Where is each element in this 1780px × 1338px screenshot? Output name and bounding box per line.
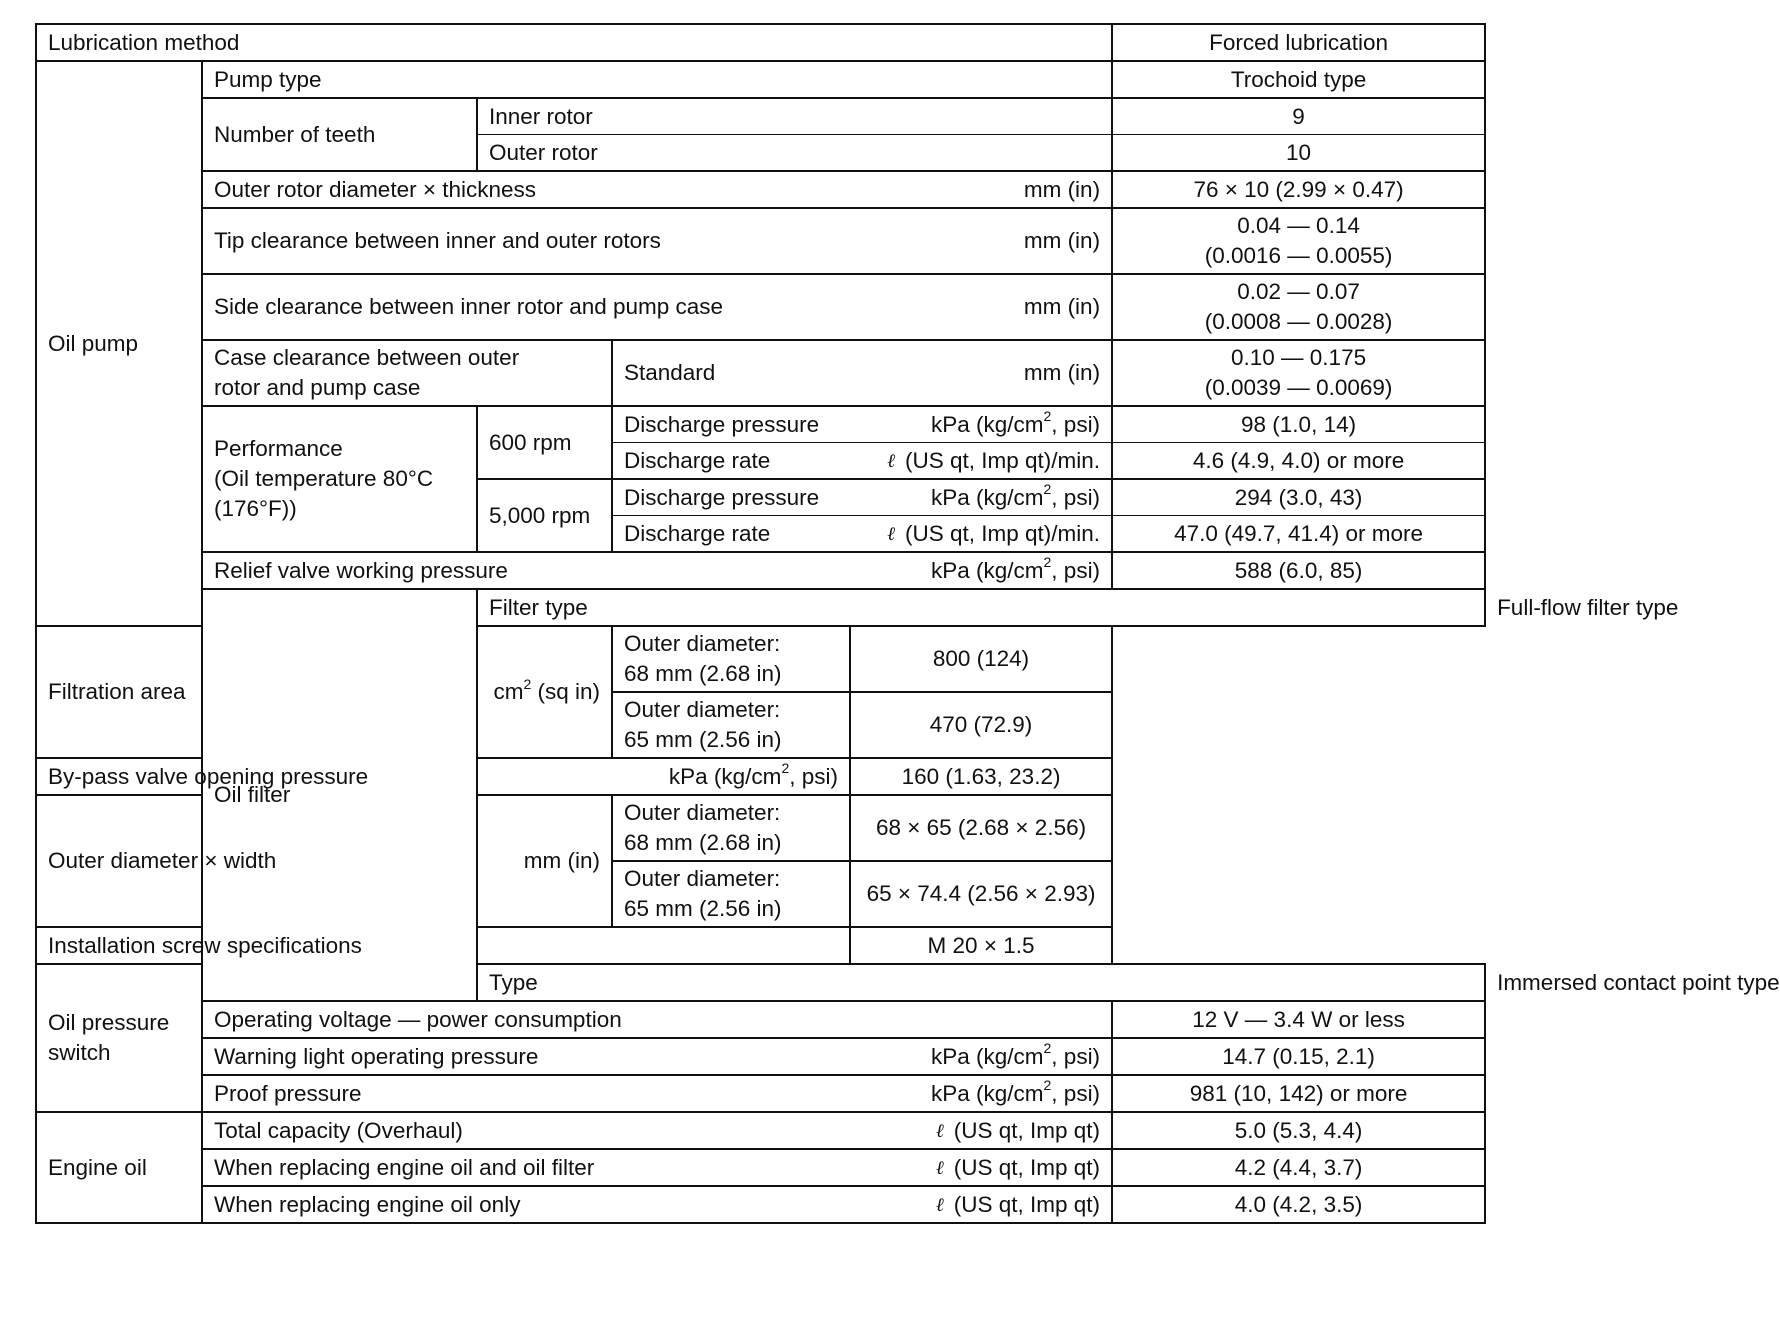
row-side-clearance — [36, 274, 1485, 340]
outer-rotor-dim-value: 76 × 10 (2.99 × 0.47) — [1112, 171, 1485, 208]
perf-600-rate-unit: ℓ (US qt, Imp qt)/min. — [887, 446, 1100, 476]
engine-oil-total-unit: ℓ (US qt, Imp qt) — [936, 1116, 1100, 1146]
installation-screw-label: Installation screw specifications — [36, 927, 850, 964]
case-clearance-unit: mm (in) — [1023, 360, 1101, 385]
case-clearance-value-mm: 0.10 — 0.175 — [1231, 345, 1367, 370]
outer-rotor-label: Outer rotor — [477, 135, 1112, 172]
liter-icon: ℓ — [935, 1193, 944, 1216]
liter-icon: ℓ — [887, 522, 896, 545]
row-pump-type — [36, 61, 1485, 98]
switch-type-label: Type — [477, 964, 1485, 1001]
performance-label-line2: (Oil temperature 80°C — [214, 466, 434, 491]
row-outer-rotor-dim — [36, 171, 1485, 208]
row-installation-screw — [36, 927, 1485, 964]
tip-clearance-label: Tip clearance between inner and outer rotors — [214, 228, 661, 253]
filtration-area-cond-68: Outer diameter: 68 mm (2.68 in) — [612, 626, 850, 692]
row-warning-light — [36, 1038, 1485, 1075]
filter-type-label: Filter type — [477, 589, 1485, 626]
bypass-valve-label: By-pass valve opening pressure — [48, 763, 369, 789]
perf-5000-pressure-label: Discharge pressure — [624, 484, 820, 510]
outer-dim-label: Outer diameter × width — [48, 848, 277, 873]
perf-5000-pressure-value: 294 (3.0, 43) — [1112, 479, 1485, 516]
case-clearance-standard: Standard — [624, 360, 716, 385]
outer-dim-unit: mm (in) — [523, 848, 600, 873]
proof-pressure-unit: kPa ($kg/cm^2$, psi) — [930, 1077, 1101, 1106]
relief-valve-value: 588 (6.0, 85) — [1112, 552, 1485, 589]
row-lubrication-method — [36, 24, 1485, 61]
proof-pressure-value: 981 (10, 142) or more — [1112, 1075, 1485, 1112]
tip-clearance-value-mm: 0.04 — 0.14 — [1237, 213, 1360, 238]
lubrication-method-label: Lubrication method — [36, 24, 1112, 61]
filtration-area-unit: $cm^2$ (sq in) — [493, 675, 600, 704]
row-engine-oil-total — [36, 1112, 1485, 1149]
operating-voltage-label: Operating voltage — power consumption — [202, 1001, 1112, 1038]
perf-5000-rate-value: 47.0 (49.7, 41.4) or more — [1112, 516, 1485, 553]
engine-oil-with-filter-label: When replacing engine oil and oil filter — [214, 1154, 595, 1180]
engine-oil-with-filter-value: 4.2 (4.4, 3.7) — [1112, 1149, 1485, 1186]
installation-screw-value: M 20 × 1.5 — [850, 927, 1112, 964]
perf-600-pressure-unit: kPa ($kg/cm^2$, psi) — [930, 408, 1101, 437]
inner-rotor-label: Inner rotor — [477, 98, 1112, 135]
outer-dim-value-68: 68 × 65 (2.68 × 2.56) — [850, 795, 1112, 861]
performance-label-line1: Performance — [214, 436, 343, 461]
perf-5000-pressure-unit: kPa ($kg/cm^2$, psi) — [930, 481, 1101, 510]
warning-light-unit: kPa ($kg/cm^2$, psi) — [930, 1040, 1101, 1069]
row-bypass-valve — [36, 758, 1485, 795]
performance-label — [202, 406, 477, 552]
lubrication-method-value: Forced lubrication — [1112, 24, 1485, 61]
outer-dim-cond-68: Outer diameter: 68 mm (2.68 in) — [612, 795, 850, 861]
perf-600-rate-value: 4.6 (4.9, 4.0) or more — [1112, 443, 1485, 480]
engine-oil-section-label: Engine oil — [36, 1112, 202, 1223]
side-clearance-label: Side clearance between inner rotor and pump case — [214, 294, 724, 319]
side-clearance-unit: mm (in) — [1023, 294, 1101, 319]
relief-valve-label: Relief valve working pressure — [214, 557, 508, 583]
engine-oil-with-filter-unit: ℓ (US qt, Imp qt) — [936, 1153, 1100, 1183]
tip-clearance-unit: mm (in) — [1023, 228, 1101, 253]
case-clearance-label-line2: rotor and pump case — [214, 375, 421, 400]
pump-type-label: Pump type — [202, 61, 1112, 98]
row-perf-600-pressure — [36, 406, 1485, 443]
liter-icon: ℓ — [887, 449, 896, 472]
case-clearance-value-in: (0.0039 — 0.0069) — [1204, 375, 1393, 400]
bypass-valve-unit: kPa ($kg/cm^2$, psi) — [668, 760, 838, 789]
warning-light-label: Warning light operating pressure — [214, 1043, 539, 1069]
case-clearance-label-line1: Case clearance between outer — [214, 345, 520, 370]
liter-icon: ℓ — [935, 1119, 944, 1142]
pressure-switch-section-label: Oil pressure switch — [36, 964, 202, 1112]
rpm-600-label: 600 rpm — [477, 406, 612, 479]
engine-oil-total-value: 5.0 (5.3, 4.4) — [1112, 1112, 1485, 1149]
proof-pressure-label: Proof pressure — [214, 1080, 362, 1106]
case-clearance-label — [202, 340, 612, 406]
engine-oil-only-label: When replacing engine oil only — [214, 1191, 521, 1217]
case-clearance-value — [1112, 340, 1485, 406]
row-engine-oil-with-filter — [36, 1149, 1485, 1186]
outer-rotor-dim-unit: mm (in) — [1023, 176, 1101, 202]
warning-light-value: 14.7 (0.15, 2.1) — [1112, 1038, 1485, 1075]
engine-oil-total-label: Total capacity (Overhaul) — [214, 1117, 463, 1143]
performance-label-line3: (176°F)) — [214, 496, 297, 521]
side-clearance-value-mm: 0.02 — 0.07 — [1237, 279, 1360, 304]
perf-5000-rate-label: Discharge rate — [624, 520, 771, 546]
row-filtration-area-68 — [36, 626, 1485, 692]
outer-dim-value-65: 65 × 74.4 (2.56 × 2.93) — [850, 861, 1112, 927]
oil-pump-section-label: Oil pump — [36, 61, 202, 626]
tip-clearance-value — [1112, 208, 1485, 274]
outer-rotor-value: 10 — [1112, 135, 1485, 172]
row-switch-type: Oil pressure switch Type Immersed contact point type — [36, 964, 1485, 1001]
tip-clearance-value-in: (0.0016 — 0.0055) — [1204, 243, 1393, 268]
perf-600-pressure-label: Discharge pressure — [624, 411, 820, 437]
row-case-clearance — [36, 340, 1485, 406]
inner-rotor-value: 9 — [1112, 98, 1485, 135]
row-operating-voltage — [36, 1001, 1485, 1038]
row-relief-valve — [36, 552, 1485, 589]
outer-rotor-dim-label: Outer rotor diameter × thickness — [214, 176, 537, 202]
row-proof-pressure — [36, 1075, 1485, 1112]
liter-icon: ℓ — [935, 1156, 944, 1179]
bypass-valve-value: 160 (1.63, 23.2) — [850, 758, 1112, 795]
relief-valve-unit: kPa ($kg/cm^2$, psi) — [930, 554, 1101, 583]
row-inner-rotor — [36, 98, 1485, 135]
outer-dim-cond-65: Outer diameter: 65 mm (2.56 in) — [612, 861, 850, 927]
pump-type-value: Trochoid type — [1112, 61, 1485, 98]
engine-oil-only-value: 4.0 (4.2, 3.5) — [1112, 1186, 1485, 1223]
row-engine-oil-only — [36, 1186, 1485, 1223]
filtration-area-cond-65: Outer diameter: 65 mm (2.56 in) — [612, 692, 850, 758]
number-of-teeth-label: Number of teeth — [202, 98, 477, 171]
perf-600-rate-label: Discharge rate — [624, 447, 771, 473]
row-tip-clearance — [36, 208, 1485, 274]
filtration-area-label: Filtration area — [48, 679, 186, 704]
side-clearance-value-in: (0.0008 — 0.0028) — [1204, 309, 1393, 334]
side-clearance-value — [1112, 274, 1485, 340]
oil-system-spec-table — [35, 23, 1780, 1224]
engine-oil-only-unit: ℓ (US qt, Imp qt) — [936, 1190, 1100, 1220]
perf-600-pressure-value: 98 (1.0, 14) — [1112, 406, 1485, 443]
oil-filter-section-label: Oil filter — [202, 589, 477, 1001]
row-filter-type: Oil filter Filter type Full-flow filter type — [36, 589, 1485, 626]
filtration-area-value-65: 470 (72.9) — [850, 692, 1112, 758]
perf-5000-rate-unit: ℓ (US qt, Imp qt)/min. — [887, 519, 1100, 549]
operating-voltage-value: 12 V — 3.4 W or less — [1112, 1001, 1485, 1038]
filtration-area-value-68: 800 (124) — [850, 626, 1112, 692]
rpm-5000-label: 5,000 rpm — [477, 479, 612, 552]
